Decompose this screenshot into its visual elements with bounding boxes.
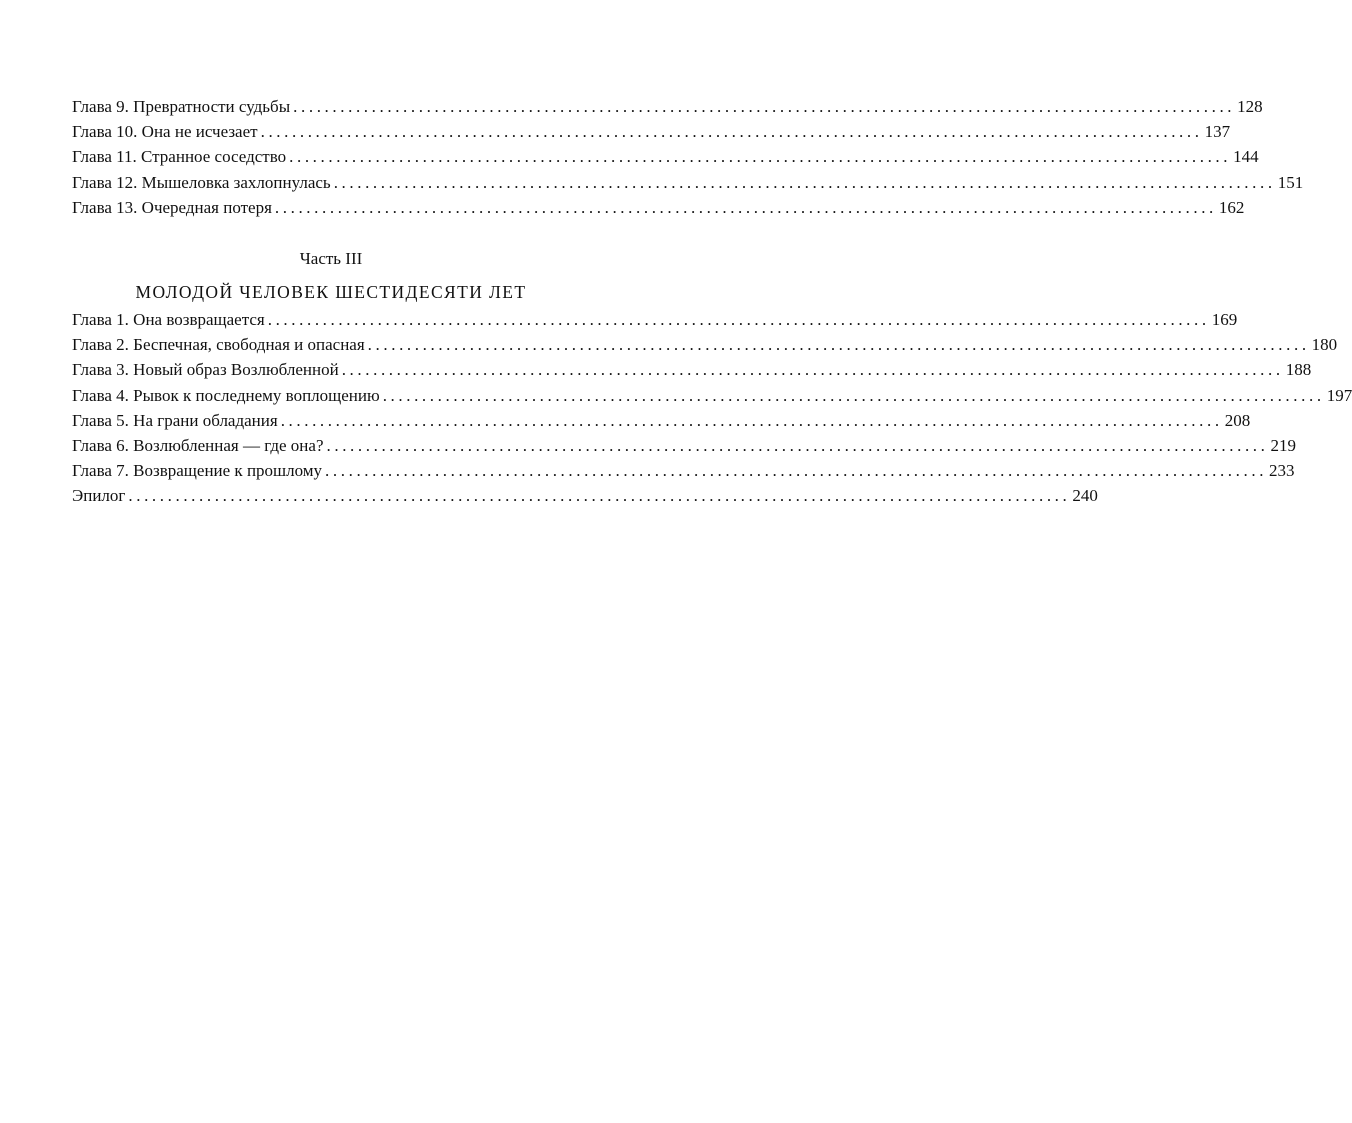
toc-entry <box>72 195 1245 220</box>
toc-entry-page: 240 <box>1072 486 1098 506</box>
toc-entry-page: 233 <box>1269 461 1295 481</box>
toc-entry-title: Глава 6. Возлюбленная — где она? <box>72 435 324 455</box>
toc-entry-title: Глава 1. Она возвращается <box>72 309 265 329</box>
toc-leader-dots: ........................................................................................................................ <box>341 360 1284 380</box>
toc-entry <box>72 119 1231 144</box>
toc-entry <box>72 383 1352 408</box>
toc-leader-dots: ........................................................................................................................ <box>267 309 1210 329</box>
toc-leader-dots: ........................................................................................................................ <box>367 335 1310 355</box>
toc-entry-page: 219 <box>1270 435 1296 455</box>
toc-leader-dots: ........................................................................................................................ <box>382 385 1325 405</box>
toc-entry-page: 151 <box>1277 172 1304 192</box>
toc-list-part2-continued <box>72 94 1304 220</box>
toc-entry-title: Глава 3. Новый образ Возлюбленной <box>72 360 339 380</box>
toc-entry <box>72 144 1259 169</box>
toc-entry-title: Глава 12. Мышеловка захлопнулась <box>72 172 331 192</box>
toc-leader-dots: ........................................................................................................................ <box>333 172 1276 192</box>
toc-entry-title: Глава 7. Возвращение к прошлому <box>72 461 323 481</box>
toc-list-part3 <box>72 307 1352 509</box>
toc-entry <box>72 170 1304 195</box>
toc-entry-title: Эпилог <box>72 486 126 506</box>
toc-entry-page: 208 <box>1224 410 1251 430</box>
toc-leader-dots: ........................................................................................................................ <box>289 147 1232 167</box>
toc-entry-title: Глава 11. Странное соседство <box>72 147 287 167</box>
toc-leader-dots: ........................................................................................................................ <box>325 461 1268 481</box>
part-heading <box>72 247 590 305</box>
toc-entry-page: 197 <box>1326 385 1352 405</box>
toc-entry-title: Глава 9. Превратности судьбы <box>72 97 291 116</box>
toc-entry <box>72 483 1098 508</box>
toc-entry-page: 137 <box>1204 122 1231 142</box>
toc-entry <box>72 307 1238 332</box>
toc-entry <box>72 357 1312 382</box>
toc-entry-page: 162 <box>1218 197 1245 217</box>
toc-leader-dots: ........................................................................................................................ <box>260 122 1203 142</box>
toc-entry-title: Глава 13. Очередная потеря <box>72 197 272 217</box>
toc-entry-page: 169 <box>1211 309 1238 329</box>
toc-entry <box>72 94 1263 119</box>
toc-entry <box>72 458 1295 483</box>
toc-entry-title: Глава 10. Она не исчезает <box>72 122 258 142</box>
toc-leader-dots: ........................................................................................................................ <box>274 197 1217 217</box>
toc-entry <box>72 332 1338 357</box>
part-label: Часть III <box>299 248 363 268</box>
toc-entry-title: Глава 2. Беспечная, свободная и опасная <box>72 335 365 355</box>
toc-entry-page: 188 <box>1285 360 1312 380</box>
toc-entry-page: 180 <box>1311 335 1338 355</box>
toc-page <box>72 94 1352 508</box>
toc-entry-title: Глава 5. На грани обладания <box>72 410 278 430</box>
toc-leader-dots: ........................................................................................................................ <box>128 486 1071 506</box>
toc-entry <box>72 408 1251 433</box>
toc-leader-dots: ........................................................................................................................ <box>326 435 1269 455</box>
toc-leader-dots: ........................................................................................................................ <box>293 97 1236 116</box>
toc-entry-page: 144 <box>1233 147 1259 167</box>
toc-entry <box>72 433 1296 458</box>
part-title: МОЛОДОЙ ЧЕЛОВЕК ШЕСТИДЕСЯТИ ЛЕТ <box>135 281 527 302</box>
toc-entry-page: 128 <box>1237 97 1263 116</box>
toc-entry-title: Глава 4. Рывок к последнему воплощению <box>72 385 380 405</box>
toc-leader-dots: ........................................................................................................................ <box>280 410 1223 430</box>
